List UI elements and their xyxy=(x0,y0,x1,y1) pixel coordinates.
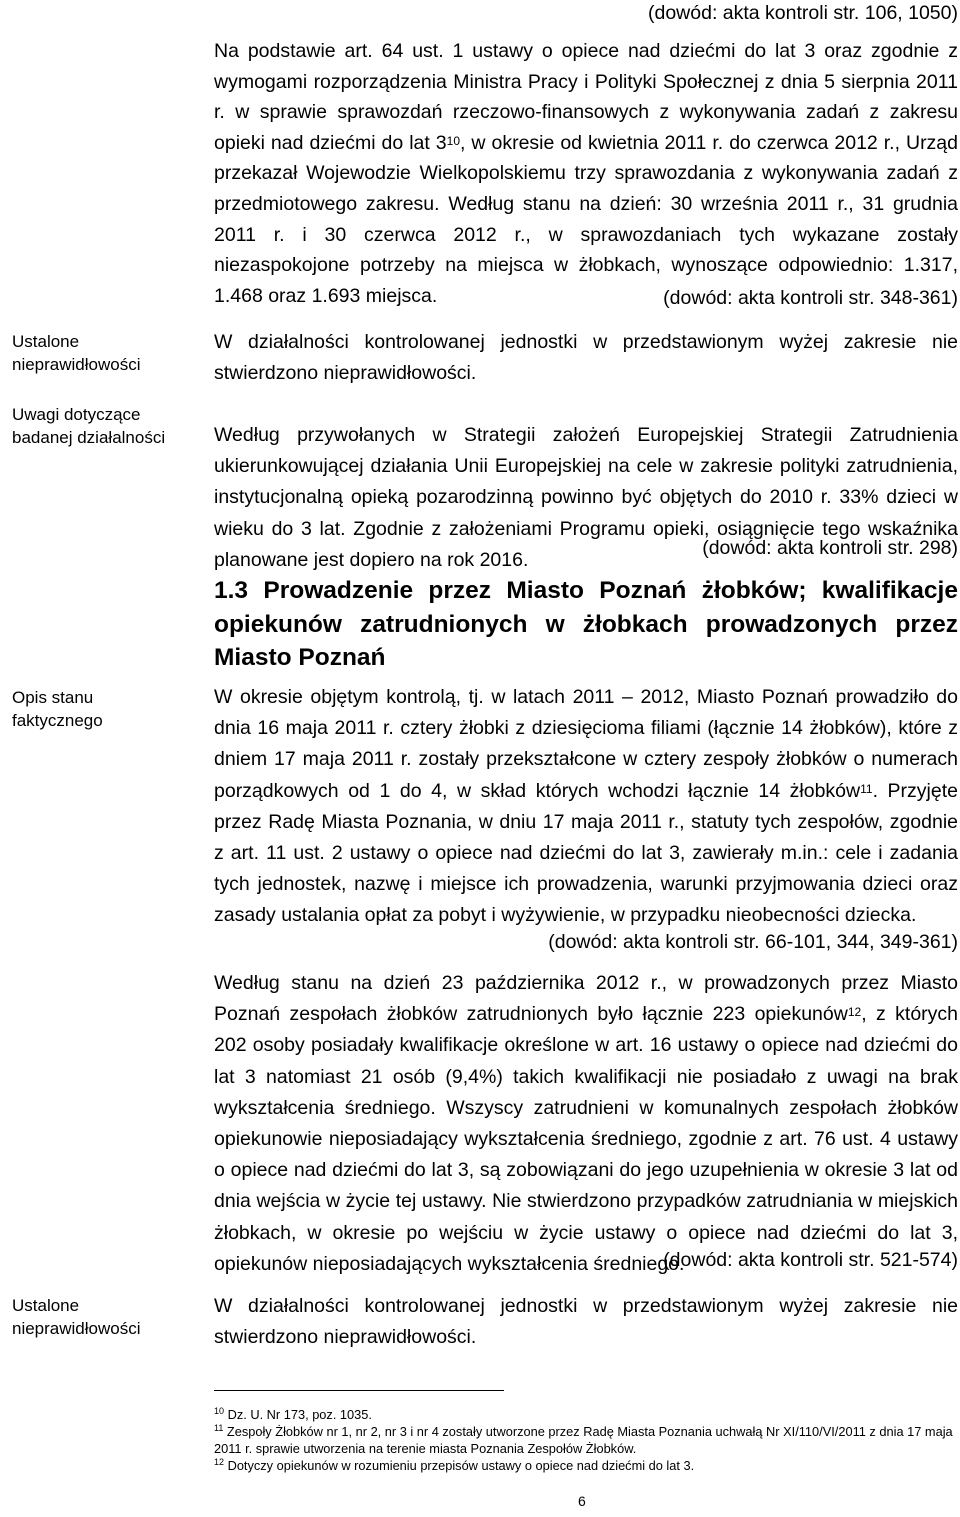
source-note-5: (dowód: akta kontroli str. 521-574) xyxy=(663,1249,958,1271)
paragraph-no-irregularities-2: W działalności kontrolowanej jednostki w przedstawionym wyżej zakresie nie stwierdzono nieprawidłowości. xyxy=(214,1295,958,1349)
paragraph-reports: Na podstawie art. 64 ust. 1 ustawy o opiece nad dziećmi do lat 3 oraz zgodnie z wymogami rozporządzenia Ministra Pracy i Polityki Społecznej z dnia 5 sierpnia 2011 r. w sprawie sprawozdań rzeczowo-finansowych z wykonywania zadań z zakresu opieki nad dziećmi do lat $3^{10}$, w okresie od kwietnia 2011 r. do czerwca 2012 r., Urząd przekazał Wojewodzie Wielkopolskiemu trzy sprawozdania z wykonywania zadań z przedmiotowego zakresu. Według stanu na dzień: 30 września 2011 r., 31 grudnia 2011 r. i 30 czerwca 2012 r., w sprawozdaniach tych wykazane zostały niezaspokojone potrzeby na miejsca w żłobkach, wynoszące odpowiednio: 1.317, 1.468 oraz 1.693 miejsca. xyxy=(214,40,958,307)
margin-label-remarks: Uwagi dotyczące badanej działalności xyxy=(12,405,166,447)
source-note-1: (dowód: akta kontroli str. 106, 1050) xyxy=(647,2,958,24)
paragraph-caregivers: Według stanu na dzień 23 października 2012 r., w prowadzonych przez Miasto Poznań zespołach żłobków zatrudnionych było łącznie 223 opiekunów$^{12}$, z których 202 osoby posiadały kwalifikacje określone w art. 16 ustawy o opiece nad dziećmi do lat 3 natomiast 21 osób (9,4%) takich kwalifikacji nie posiadało z uwagi na brak wykształcenia średniego. Wszyscy zatrudnieni w komunalnych zespołach żłobków opiekunowie nieposiadający wykształcenia średniego, zgodnie z art. 76 ust. 4 ustawy o opiece nad dziećmi do lat 3, są zobowiązani do jego uzupełnienia w okresie 3 lat od dnia wejścia w życie tej ustawy. Nie stwierdzono przypadków zatrudniania w miejskich żłobkach, w okresie po wejściu w życie ustawy o opiece nad dziećmi do lat 3, opiekunów nieposiadających wykształcenia średniego. xyxy=(214,972,959,1275)
footnote-11: $^{11}$ Zespoły Żłobków nr 1, nr 2, nr 3 i nr 4 zostały utworzone przez Radę Miasta Poznania uchwałą Nr XI/110/VI/2011 z dnia 17 maja 2011 r. sprawie utworzenia na terenie miasta Poznania Zespołów Żłobków. xyxy=(214,1422,953,1456)
source-note-4: (dowód: akta kontroli str. 66-101, 344, 349-361) xyxy=(548,931,958,953)
footnote-12: $^{12}$ Dotyczy opiekunów w rozumieniu przepisów ustawy o opiece nad dziećmi do lat 3. xyxy=(214,1456,695,1473)
paragraph-nurseries: W okresie objętym kontrolą, tj. w latach 2011 – 2012, Miasto Poznań prowadziło do dnia 16 maja 2011 r. cztery żłobki z dziesięcioma filiami (łącznie 14 żłobków), które z dniem 17 maja 2011 r. zostały przekształcone w cztery zespoły żłobków o numerach porządkowych od 1 do 4, w skład których wchodzi łącznie 14 żłobków$^{11}$. Przyjęte przez Radę Miasta Poznania, w dniu 17 maja 2011 r., statuty tych zespołów, zgodnie z art. 11 ust. 2 ustawy o opiece nad dziećmi do lat 3, zawierały m.in.: cele i zadania tych jednostek, nazwę i miejsce ich prowadzenia, warunki przyjmowania dzieci oraz zasady ustalania opłat za pobyt i wyżywienie, w przypadku nieobecności dziecka. xyxy=(214,686,958,927)
page-number: 6 xyxy=(578,1493,586,1509)
footnote-ref-11[interactable]: 11 xyxy=(860,781,873,796)
source-note-2: (dowód: akta kontroli str. 348-361) xyxy=(663,287,958,309)
section-heading: 1.3 Prowadzenie przez Miasto Poznań żłobków; kwalifikacje opiekunów zatrudnionych w żłobkach prowadzonych przez Miasto Poznań xyxy=(214,577,958,671)
margin-label-facts: Opis stanu faktycznego xyxy=(12,688,103,730)
footnote-separator xyxy=(214,1390,504,1391)
source-note-3: (dowód: akta kontroli str. 298) xyxy=(702,537,958,559)
footnotes xyxy=(214,1406,958,1474)
margin-label-irregularities-2: Ustalone nieprawidłowości xyxy=(12,1296,141,1338)
margin-label-irregularities-1: Ustalone nieprawidłowości xyxy=(12,332,141,374)
footnote-10: $^{10}$ Dz. U. Nr 173, poz. 1035. xyxy=(214,1405,372,1422)
paragraph-no-irregularities-1: W działalności kontrolowanej jednostki w przedstawionym wyżej zakresie nie stwierdzono nieprawidłowości. xyxy=(214,331,958,385)
footnote-ref-10[interactable]: 10 xyxy=(446,133,461,148)
footnote-ref-12[interactable]: 12 xyxy=(847,1005,862,1020)
paragraph-strategy: Według przywołanych w Strategii założeń Europejskiej Strategii Zatrudnienia ukierunkowującej działania Unii Europejskiej na cele w zakresie polityki zatrudnienia, instytucjonalną opieką pozarodzinną powinno być objętych do 2010 r. 33% dzieci w wieku do 3 lat. Zgodnie z założeniami Programu opieki, osiągnięcie tego wskaźnika planowane jest dopiero na rok 2016. xyxy=(214,424,958,571)
